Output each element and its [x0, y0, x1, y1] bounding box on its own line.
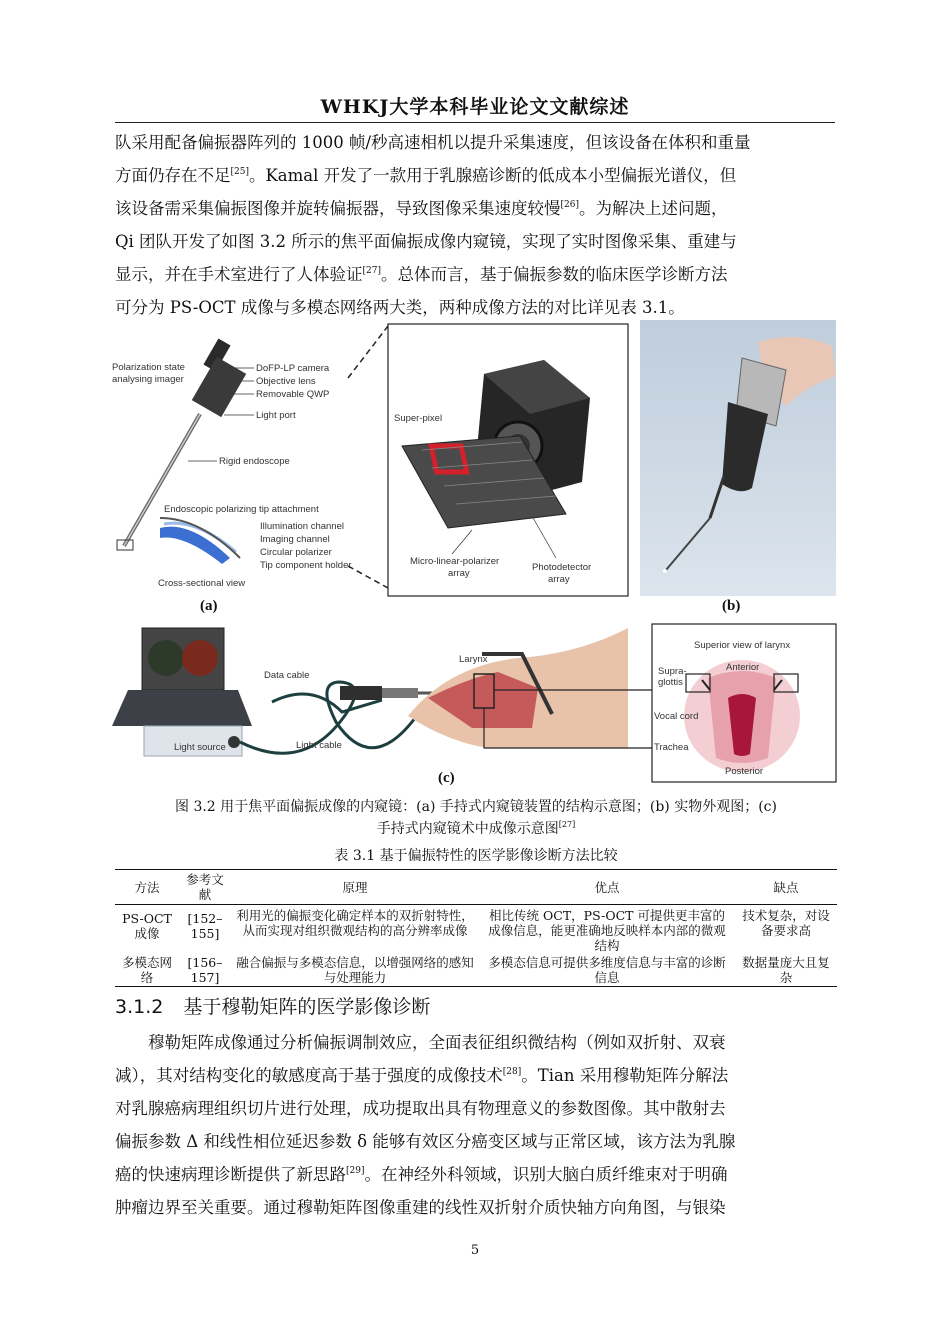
citation: [29] [346, 1166, 365, 1176]
cell-references: [156–157] [179, 954, 231, 987]
comparison-table [115, 869, 837, 987]
figure-3-2 [112, 318, 838, 793]
citation: [27] [362, 266, 381, 276]
panel-c-label: (c) [438, 770, 455, 786]
section-title: 基于穆勒矩阵的医学影像诊断 [183, 996, 431, 1018]
label-rigid-endoscope: Rigid endoscope [219, 456, 290, 467]
cell-advantages: 多模态信息可提供多维度信息与丰富的诊断信息 [479, 954, 735, 987]
text-line: 减），其对结构变化的敏感度高于基于强度的成像技术[28]。Tian 采用穆勒矩阵分解法 [115, 1066, 729, 1085]
citation: [27] [558, 820, 576, 829]
header-rule [115, 122, 835, 123]
text-line: 癌的快速病理诊断提供了新思路[29]。在神经外科领域，识别大脑白质纤维束对于明确 [115, 1165, 728, 1184]
label-tip-holder: Tip component holder [260, 560, 352, 571]
label-micro-array-2: array [448, 568, 470, 579]
text-line: 队采用配备偏振器阵列的 1000 帧/秒高速相机以提升采集速度，但该设备在体积和重量 [115, 133, 751, 152]
label-superior-view: Superior view of larynx [694, 640, 791, 651]
label-photodetector-1: Photodetector [532, 562, 592, 573]
label-light-cable: Light cable [296, 740, 342, 751]
panel-a-label: (a) [200, 598, 218, 614]
label-micro-array-1: Micro-linear-polarizer [410, 556, 500, 567]
text-line: 肿瘤边界至关重要。通过穆勒矩阵图像重建的线性双折射介质快轴方向角图，与银染 [115, 1198, 726, 1217]
body-paragraph-1 [115, 126, 837, 324]
label-photodetector-2: array [548, 574, 570, 585]
text-line: 对乳腺癌病理组织切片进行处理，成功提取出具有物理意义的参数图像。其中散射去 [115, 1099, 726, 1118]
label-camera: DoFP-LP camera [256, 363, 330, 374]
label-supraglottis-2: glottis [658, 677, 683, 688]
header-advantages: 优点 [479, 870, 735, 905]
label-polarization-imager-2: analysing imager [112, 374, 184, 385]
cell-principle: 融合偏振与多模态信息，以增强网络的感知与处理能力 [231, 954, 479, 987]
table-row [115, 954, 837, 987]
label-data-cable: Data cable [264, 670, 310, 681]
text-line: 偏振参数 Δ 和线性相位延迟参数 δ 能够有效区分癌变区域与正常区域，该方法为乳腺 [115, 1132, 736, 1151]
label-illumination: Illumination channel [260, 521, 344, 532]
label-supraglottis-1: Supra- [658, 666, 687, 677]
panel-c-intraoperative [112, 624, 836, 782]
header-principle: 原理 [231, 870, 479, 905]
label-light-source: Light source [174, 742, 226, 753]
cell-method: 多模态网络 [115, 954, 179, 987]
label-trachea: Trachea [654, 742, 689, 753]
text-line: Qi 团队开发了如图 3.2 所示的焦平面偏振成像内窥镜，实现了实时图像采集、重建与 [115, 232, 737, 251]
text-line: 方面仍存在不足[25]。Kamal 开发了一款用于乳腺癌诊断的低成本小型偏振光谱仪，但 [115, 166, 737, 185]
figure-caption-line-2: 手持式内窥镜术中成像示意图[27] [376, 820, 576, 837]
header-references: 参考文献 [179, 870, 231, 905]
cell-advantages: 相比传统 OCT，PS-OCT 可提供更丰富的成像信息，能更准确地反映样本内部的微观结构 [488, 908, 726, 953]
label-larynx: Larynx [459, 654, 488, 665]
table-header-row [115, 870, 837, 905]
cell-principle: 利用光的偏振变化确定样本的双折射特性，从而实现对组织微观结构的高分辨率成像 [236, 908, 474, 938]
label-circular: Circular polarizer [260, 547, 332, 558]
label-polarization-imager-1: Polarization state [112, 362, 185, 373]
cell-disadvantages: 数据量庞大且复杂 [735, 954, 837, 987]
label-objective: Objective lens [256, 376, 316, 387]
text-line: 显示，并在手术室进行了人体验证[27]。总体而言，基于偏振参数的临床医学诊断方法 [115, 265, 728, 284]
cell-disadvantages: 技术复杂，对设备要求高 [742, 908, 830, 938]
label-super-pixel: Super-pixel [394, 413, 443, 424]
label-light-port: Light port [256, 410, 296, 421]
panel-a-sensor-detail [388, 324, 628, 596]
panel-a-endoscope-schematic [112, 326, 388, 589]
text-line: 该设备需采集偏振图像并旋转偏振器，导致图像采集速度较慢[26]。为解决上述问题， [115, 199, 728, 218]
cell-references: [152–155] [187, 911, 223, 941]
table-row [115, 905, 837, 955]
header-method: 方法 [115, 870, 179, 905]
label-tip-attachment: Endoscopic polarizing tip attachment [164, 504, 319, 515]
figure-illustration [112, 318, 838, 793]
text-line: 可分为 PS-OCT 成像与多模态网络两大类，两种成像方法的对比详见表 3.1。 [115, 298, 685, 317]
figure-caption [115, 796, 837, 840]
section-number: 3.1.2 [115, 996, 164, 1018]
text-line: 穆勒矩阵成像通过分析偏振调制效应，全面表征组织微结构（例如双折射、双衰 [148, 1033, 726, 1052]
panel-b-label: (b) [722, 598, 741, 614]
citation: [26] [560, 200, 579, 210]
label-cross-section: Cross-sectional view [158, 578, 246, 589]
label-vocal-cord: Vocal cord [654, 711, 699, 722]
label-anterior: Anterior [726, 662, 760, 673]
table-caption: 表 3.1 基于偏振特性的医学影像诊断方法比较 [334, 848, 618, 864]
label-qwp: Removable QWP [256, 389, 330, 400]
citation: [25] [230, 167, 249, 177]
label-imaging: Imaging channel [260, 534, 330, 545]
label-posterior: Posterior [725, 766, 764, 777]
citation: [28] [502, 1067, 522, 1077]
panel-b-photo [640, 320, 836, 596]
figure-caption-line-1: 图 3.2 用于焦平面偏振成像的内窥镜：(a) 手持式内窥镜装置的结构示意图；(b) 实物外观图；(c) [175, 799, 777, 815]
running-header: WHKJ大学本科毕业论文文献综述 [320, 96, 630, 118]
cell-method: PS-OCT 成像 [122, 911, 172, 941]
header-disadvantages: 缺点 [735, 870, 837, 905]
section-heading [115, 992, 430, 1019]
page-number: 5 [470, 1243, 480, 1258]
body-paragraph-2 [115, 1026, 837, 1224]
